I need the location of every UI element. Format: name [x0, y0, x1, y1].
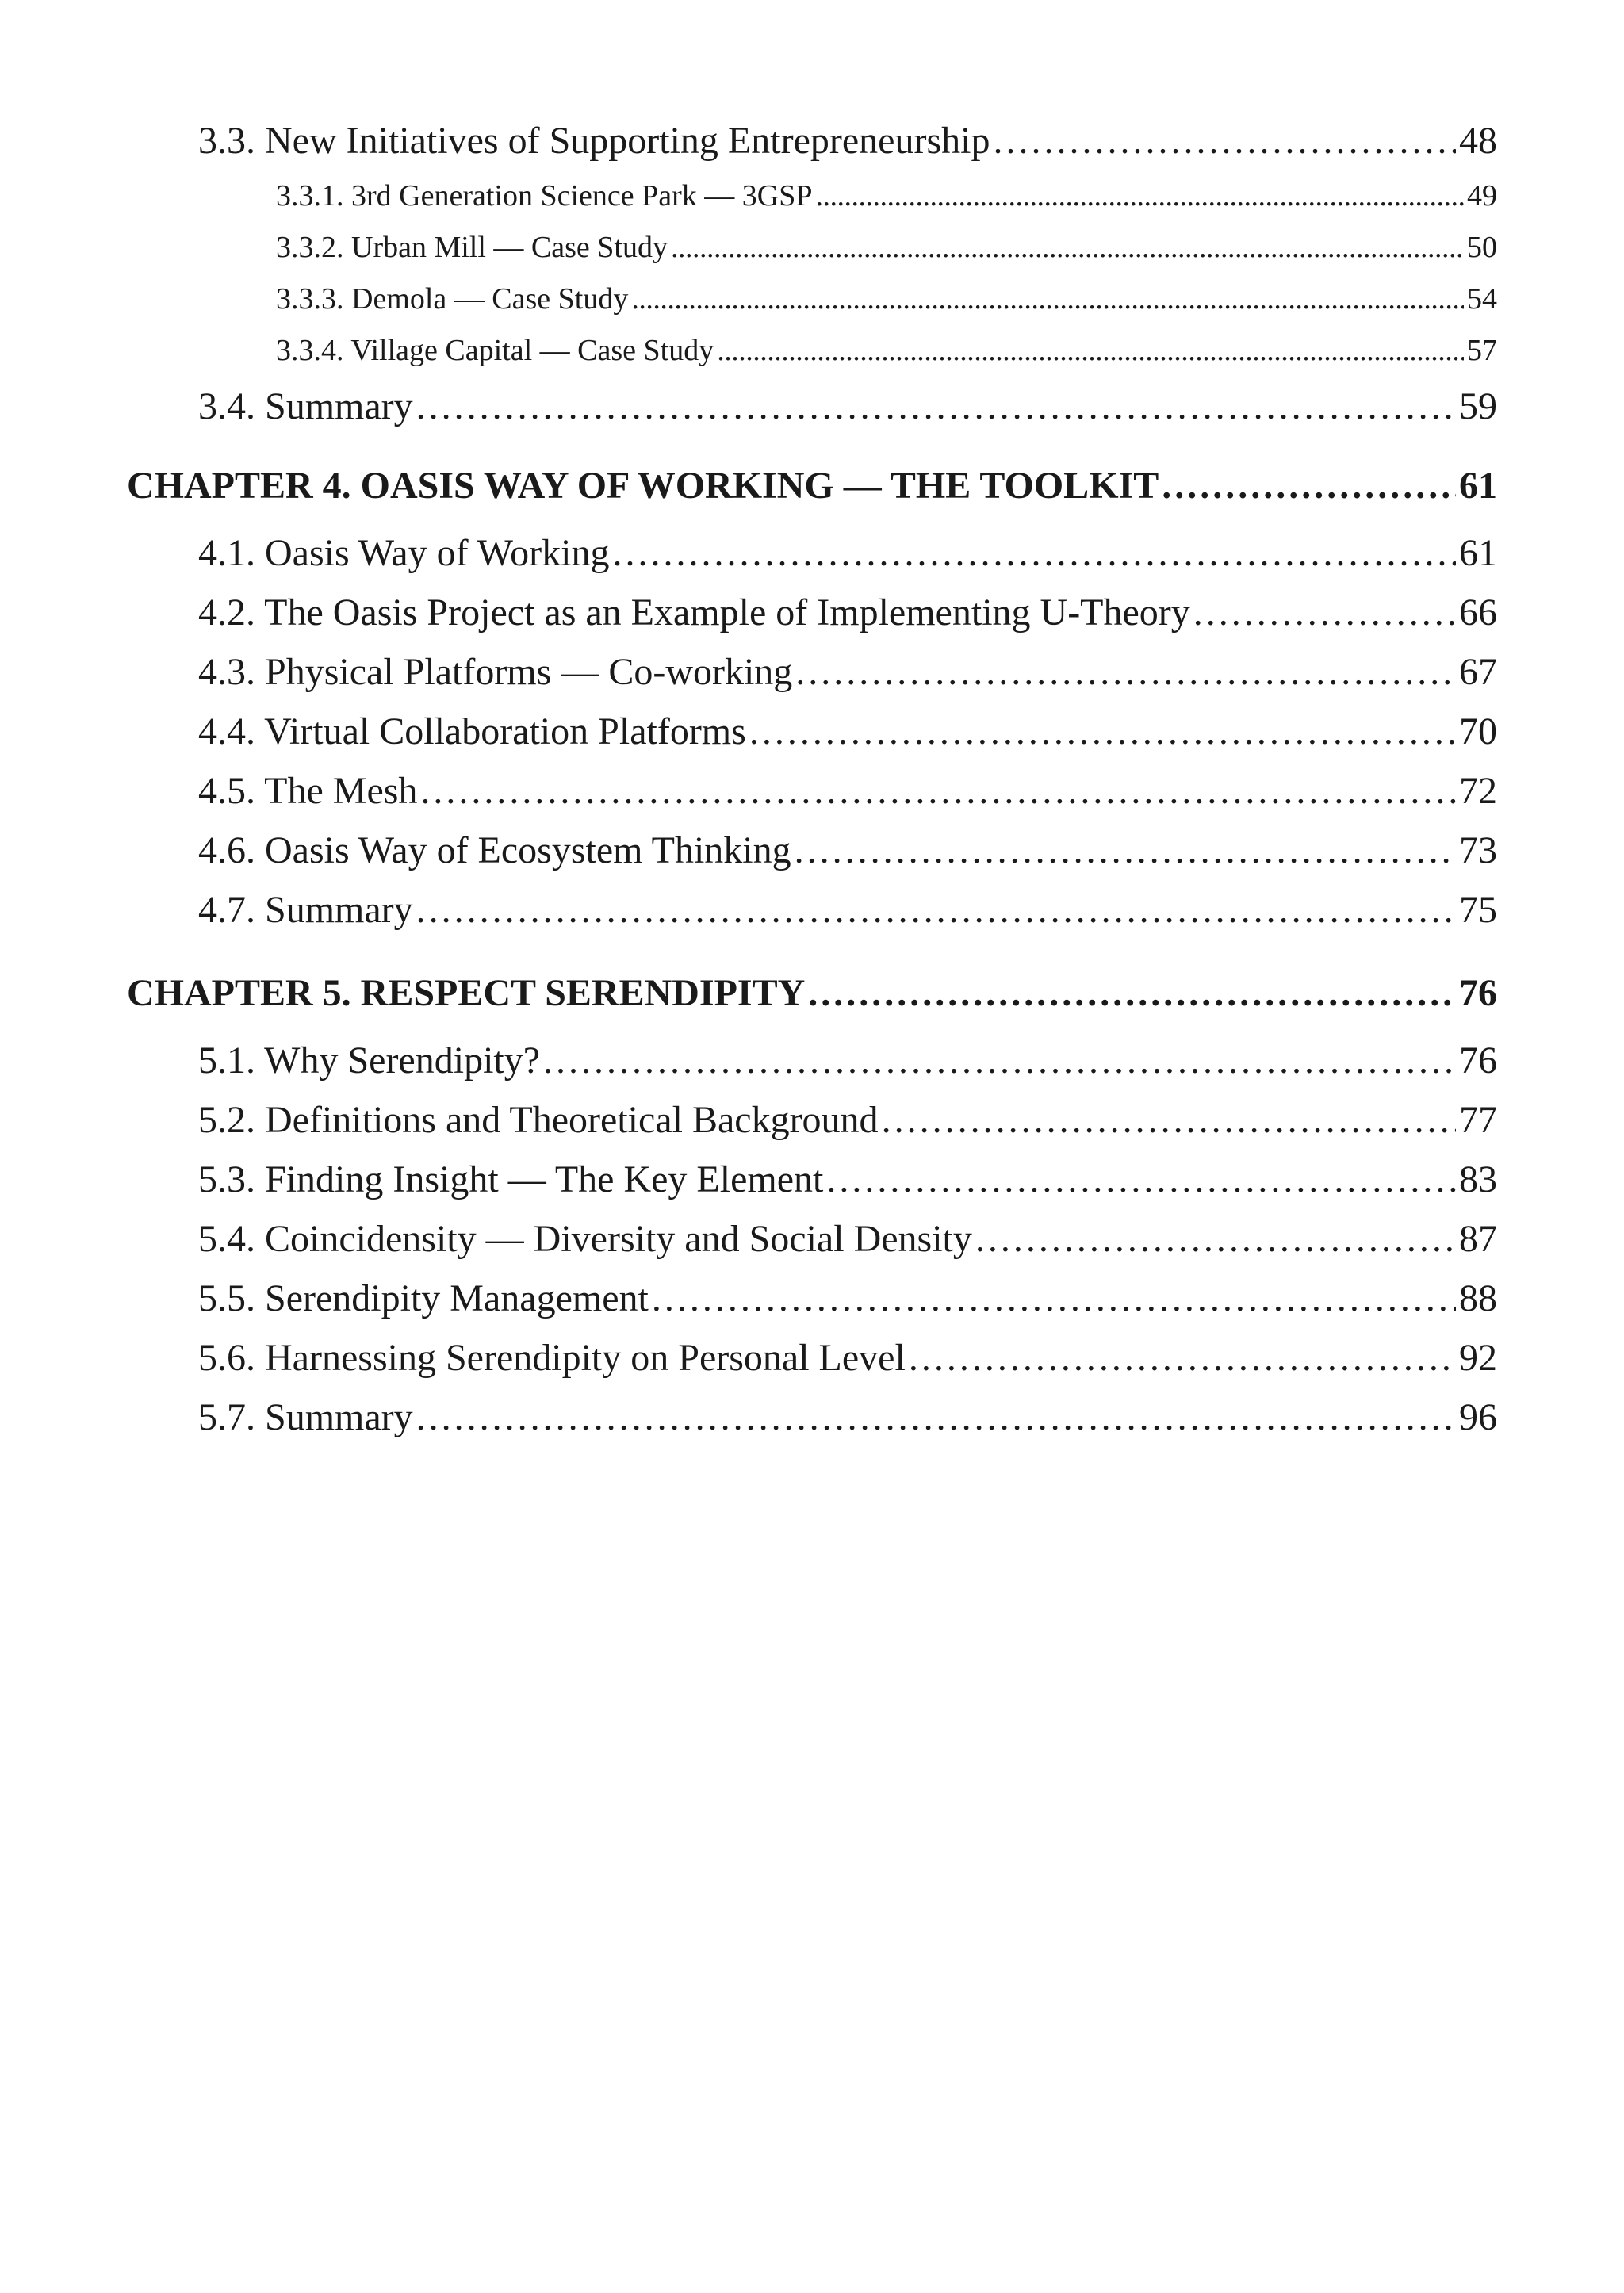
toc-page-number: 50: [1467, 231, 1497, 264]
toc-page-number: 59: [1459, 385, 1497, 427]
toc-section-entry: [198, 1277, 1497, 1320]
toc-page-number: 66: [1459, 591, 1497, 634]
toc-entry-title: CHAPTER 4. OASIS WAY OF WORKING — THE TOOLKIT: [127, 465, 1159, 507]
dot-leader: [795, 829, 1456, 872]
toc-page-number: 72: [1459, 770, 1497, 812]
toc-page-number: 70: [1459, 710, 1497, 752]
toc-entry-title: 3.3. New Initiatives of Supporting Entrepreneurship: [198, 120, 990, 162]
toc-entry-title: 4.1. Oasis Way of Working: [198, 532, 610, 574]
toc-entry-title: 5.5. Serendipity Management: [198, 1277, 649, 1319]
toc-entry-title: 4.7. Summary: [198, 889, 413, 931]
toc-page-number: 83: [1459, 1158, 1497, 1200]
dot-leader: [795, 650, 1456, 694]
toc-page-number: 75: [1459, 889, 1497, 931]
toc-section-entry: [198, 888, 1497, 932]
toc-section-entry: [198, 1098, 1497, 1142]
toc-entry-title: 3.3.2. Urban Mill — Case Study: [276, 231, 668, 264]
toc-subsection-entry: [276, 333, 1497, 368]
toc-entry-title: 5.3. Finding Insight — The Key Element: [198, 1158, 824, 1200]
toc-chapter-entry: [127, 464, 1497, 507]
toc-section-entry: [198, 1039, 1497, 1082]
toc-section-entry: [198, 829, 1497, 872]
toc-section-entry: [198, 710, 1497, 753]
dot-leader: [1162, 464, 1456, 507]
toc-entry-title: 4.3. Physical Platforms — Co-working: [198, 651, 793, 693]
toc-chapter-entry: [127, 971, 1497, 1015]
toc-entry-title: 4.5. The Mesh: [198, 770, 418, 812]
toc-page-number: 73: [1459, 829, 1497, 871]
toc-section-entry: [198, 119, 1497, 163]
toc-page-number: 87: [1459, 1218, 1497, 1260]
dot-leader: [416, 888, 1456, 932]
dot-leader: [816, 178, 1465, 213]
toc-section-entry: [198, 531, 1497, 575]
toc-page-number: 76: [1459, 972, 1497, 1014]
dot-leader: [1193, 591, 1456, 634]
toc-entry-title: 5.1. Why Serendipity?: [198, 1039, 541, 1081]
toc-page-number: 67: [1459, 651, 1497, 693]
toc-page-number: 88: [1459, 1277, 1497, 1319]
toc-entry-title: 5.6. Harnessing Serendipity on Personal Level: [198, 1337, 906, 1379]
toc-section-entry: [198, 1395, 1497, 1439]
dot-leader: [631, 281, 1464, 316]
toc-section-entry: [198, 650, 1497, 694]
dot-leader: [909, 1336, 1456, 1380]
toc-section-entry: [198, 591, 1497, 634]
toc-entry-title: 4.6. Oasis Way of Ecosystem Thinking: [198, 829, 791, 871]
dot-leader: [808, 971, 1456, 1015]
toc-page-number: 57: [1467, 334, 1497, 367]
dot-leader: [612, 531, 1456, 575]
toc-entry-title: 4.4. Virtual Collaboration Platforms: [198, 710, 746, 752]
toc-entry-title: 5.7. Summary: [198, 1396, 413, 1438]
dot-leader: [717, 333, 1464, 368]
dot-leader: [882, 1098, 1456, 1142]
toc-page-number: 92: [1459, 1337, 1497, 1379]
toc-entry-title: 3.4. Summary: [198, 385, 413, 427]
toc-section-entry: [198, 769, 1497, 813]
toc-subsection-entry: [276, 178, 1497, 213]
toc-entry-title: 5.2. Definitions and Theoretical Background: [198, 1099, 879, 1141]
dot-leader: [993, 119, 1456, 163]
toc-entry-title: 5.4. Coincidensity — Diversity and Social Density: [198, 1218, 972, 1260]
toc-section-entry: [198, 385, 1497, 428]
toc-entry-title: 3.3.1. 3rd Generation Science Park — 3GSP: [276, 179, 813, 212]
toc-page-number: 54: [1467, 282, 1497, 316]
toc-page-number: 61: [1459, 465, 1497, 507]
toc-entry-title: 3.3.4. Village Capital — Case Study: [276, 334, 714, 367]
dot-leader: [416, 385, 1456, 428]
toc-page-number: 77: [1459, 1099, 1497, 1141]
toc-page-number: 48: [1459, 120, 1497, 162]
toc-page-number: 76: [1459, 1039, 1497, 1081]
toc-section-entry: [198, 1336, 1497, 1380]
dot-leader: [420, 769, 1456, 813]
toc-page-number: 49: [1467, 179, 1497, 212]
toc-entry-title: 4.2. The Oasis Project as an Example of Implementing U-Theory: [198, 591, 1190, 634]
toc-subsection-entry: [276, 281, 1497, 316]
dot-leader: [543, 1039, 1456, 1082]
dot-leader: [826, 1158, 1456, 1201]
dot-leader: [975, 1217, 1456, 1261]
toc-entry-title: CHAPTER 5. RESPECT SERENDIPITY: [127, 972, 806, 1014]
toc-subsection-entry: [276, 230, 1497, 265]
dot-leader: [671, 230, 1464, 265]
dot-leader: [749, 710, 1456, 753]
toc-page-number: 61: [1459, 532, 1497, 574]
dot-leader: [652, 1277, 1456, 1320]
dot-leader: [416, 1395, 1456, 1439]
toc-entry-title: 3.3.3. Demola — Case Study: [276, 282, 629, 316]
toc-page-number: 96: [1459, 1396, 1497, 1438]
toc-section-entry: [198, 1217, 1497, 1261]
toc-section-entry: [198, 1158, 1497, 1201]
